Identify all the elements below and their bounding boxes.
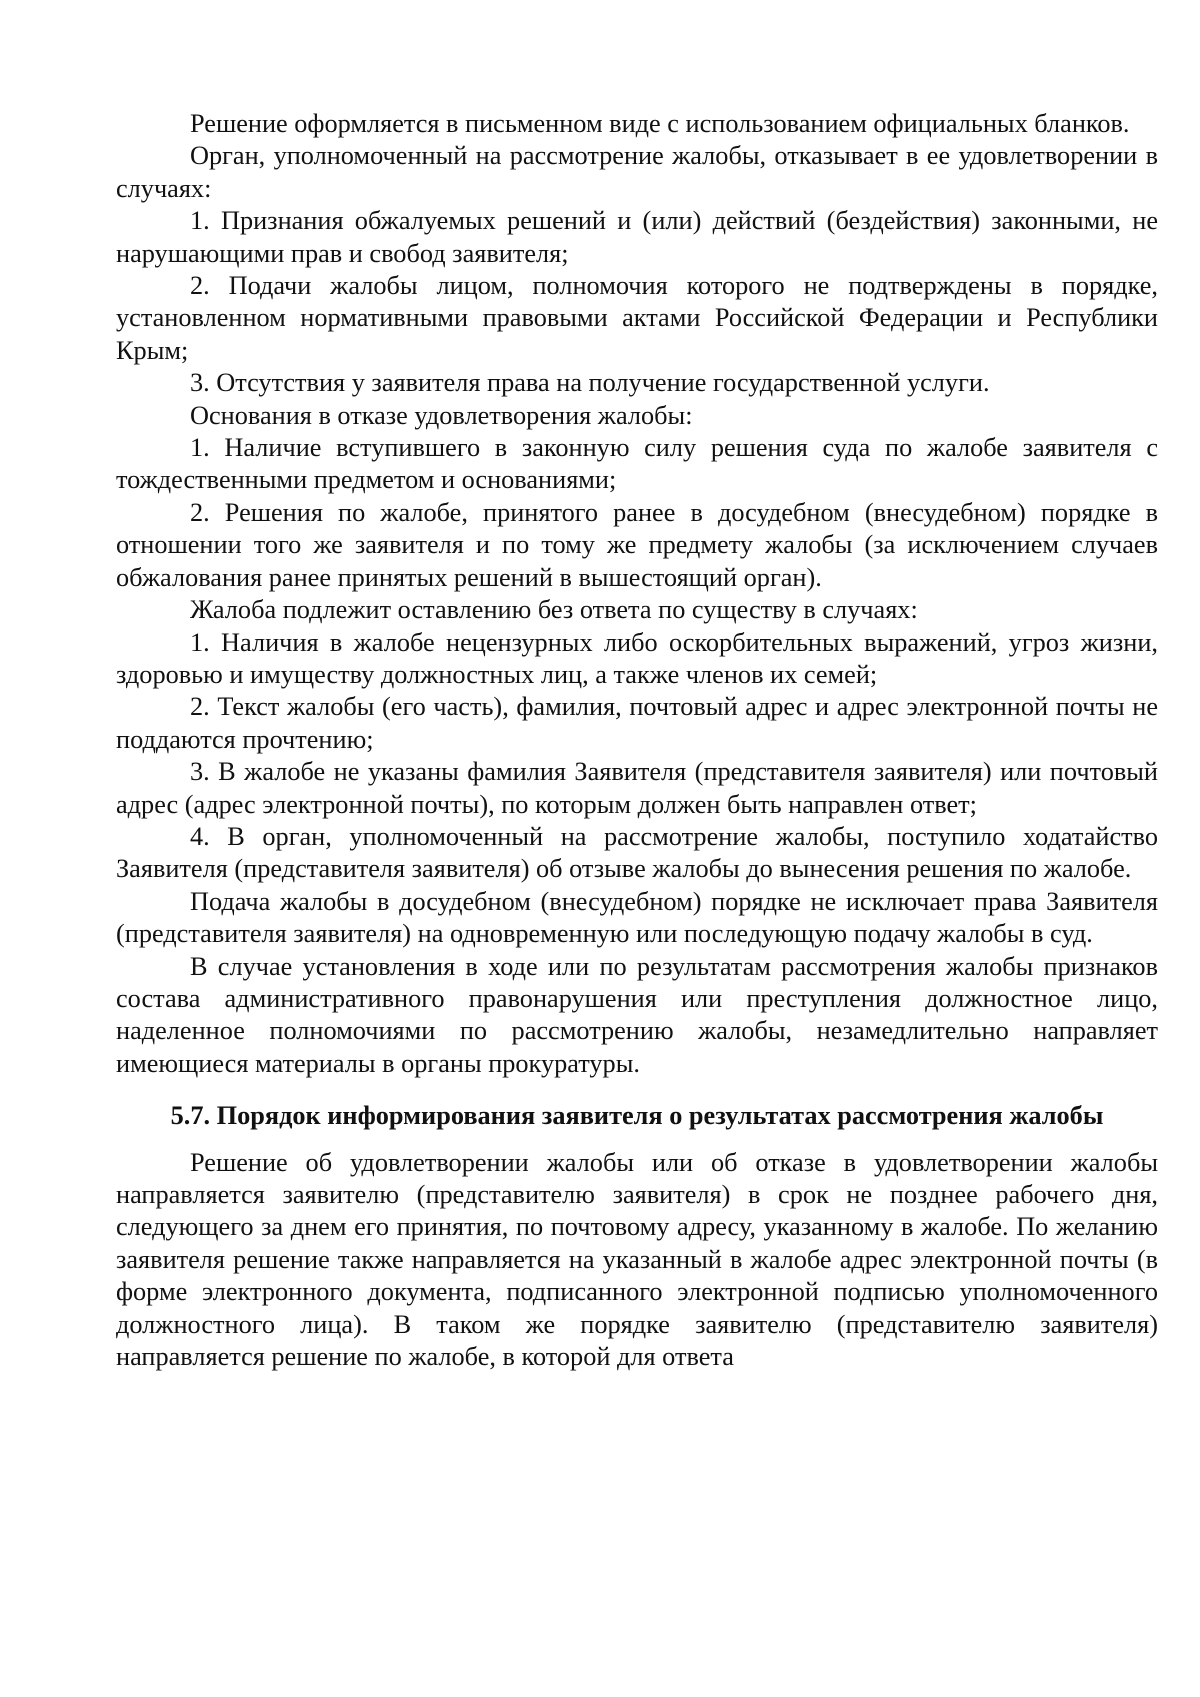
paragraph-prosecutor: В случае установления в ходе или по результатам рассмотрения жалобы признаков состава административного правонарушения или преступления должностное лицо, наделенное полномочиями по рассмотрению жалобы, незамедлительно направляет имеющиеся материалы в органы прокуратуры. — [116, 951, 1158, 1078]
document-page — [116, 108, 1158, 1373]
paragraph-decision-notice: Решение об удовлетворении жалобы или об отказе в удовлетворении жалобы направляется заявителю (представителю заявителя) в срок не позднее рабочего дня, следующего за днем его принятия, по почтовому адресу, указанному в жалобе. По желанию заявителя решение также направляется на указанный в жалобе адрес электронной почты (в форме электронного документа, подписанного электронной подписью уполномоченного должностного лица). В таком же порядке заявителю (представителю заявителя) направляется решение по жалобе, в которой для ответа — [116, 1147, 1158, 1372]
paragraph-refusal-grounds: Основания в отказе удовлетворения жалобы: — [190, 400, 693, 430]
list-item-no-answer-3: 3. В жалобе не указаны фамилия Заявителя (представителя заявителя) или почтовый адрес (адрес электронной почты), по которым должен быть направлен ответ; — [116, 757, 1158, 819]
list-item-no-answer-2: 2. Текст жалобы (его часть), фамилия, почтовый адрес и адрес электронной почты не поддаются прочтению; — [116, 692, 1158, 754]
paragraph-official-forms: Решение оформляется в письменном виде с использованием официальных бланков. — [190, 109, 1130, 138]
list-item-refusal-3: 3. Отсутствия у заявителя права на получение государственной услуги. — [190, 368, 990, 398]
list-item-grounds-2: 2. Решения по жалобе, принятого ранее в досудебном (внесудебном) порядке в отношении того же заявителя и по тому же предмету жалобы (за исключением случаев обжалования ранее принятых решений в вышестоящий орган). — [116, 497, 1158, 592]
list-item-refusal-1: 1. Признания обжалуемых решений и (или) действий (бездействия) законными, не нарушающими прав и свобод заявителя; — [116, 206, 1158, 268]
list-item-no-answer-1: 1. Наличия в жалобе нецензурных либо оскорбительных выражений, угроз жизни, здоровью и имуществу должностных лиц, а также членов их семей; — [116, 627, 1158, 689]
paragraph-refusal-cases: Орган, уполномоченный на рассмотрение жалобы, отказывает в ее удовлетворении в случаях: — [116, 141, 1158, 203]
list-item-refusal-2: 2. Подачи жалобы лицом, полномочия которого не подтверждены в порядке, установленном нормативными правовыми актами Российской Федерации и Республики Крым; — [116, 271, 1158, 365]
list-item-grounds-1: 1. Наличие вступившего в законную силу решения суда по жалобе заявителя с тождественными предметом и основаниями; — [116, 433, 1158, 495]
paragraph-court-right: Подача жалобы в досудебном (внесудебном) порядке не исключает права Заявителя (представителя заявителя) на одновременную или последующую подачу жалобы в суд. — [116, 886, 1158, 949]
section-heading: 5.7. Порядок информирования заявителя о результатах рассмотрения жалобы — [170, 1101, 1104, 1131]
list-item-no-answer-4: 4. В орган, уполномоченный на рассмотрение жалобы, поступило ходатайство Заявителя (представителя заявителя) об отзыве жалобы до вынесения решения по жалобе. — [116, 821, 1158, 884]
paragraph-no-answer-cases: Жалоба подлежит оставлению без ответа по существу в случаях: — [190, 595, 918, 625]
